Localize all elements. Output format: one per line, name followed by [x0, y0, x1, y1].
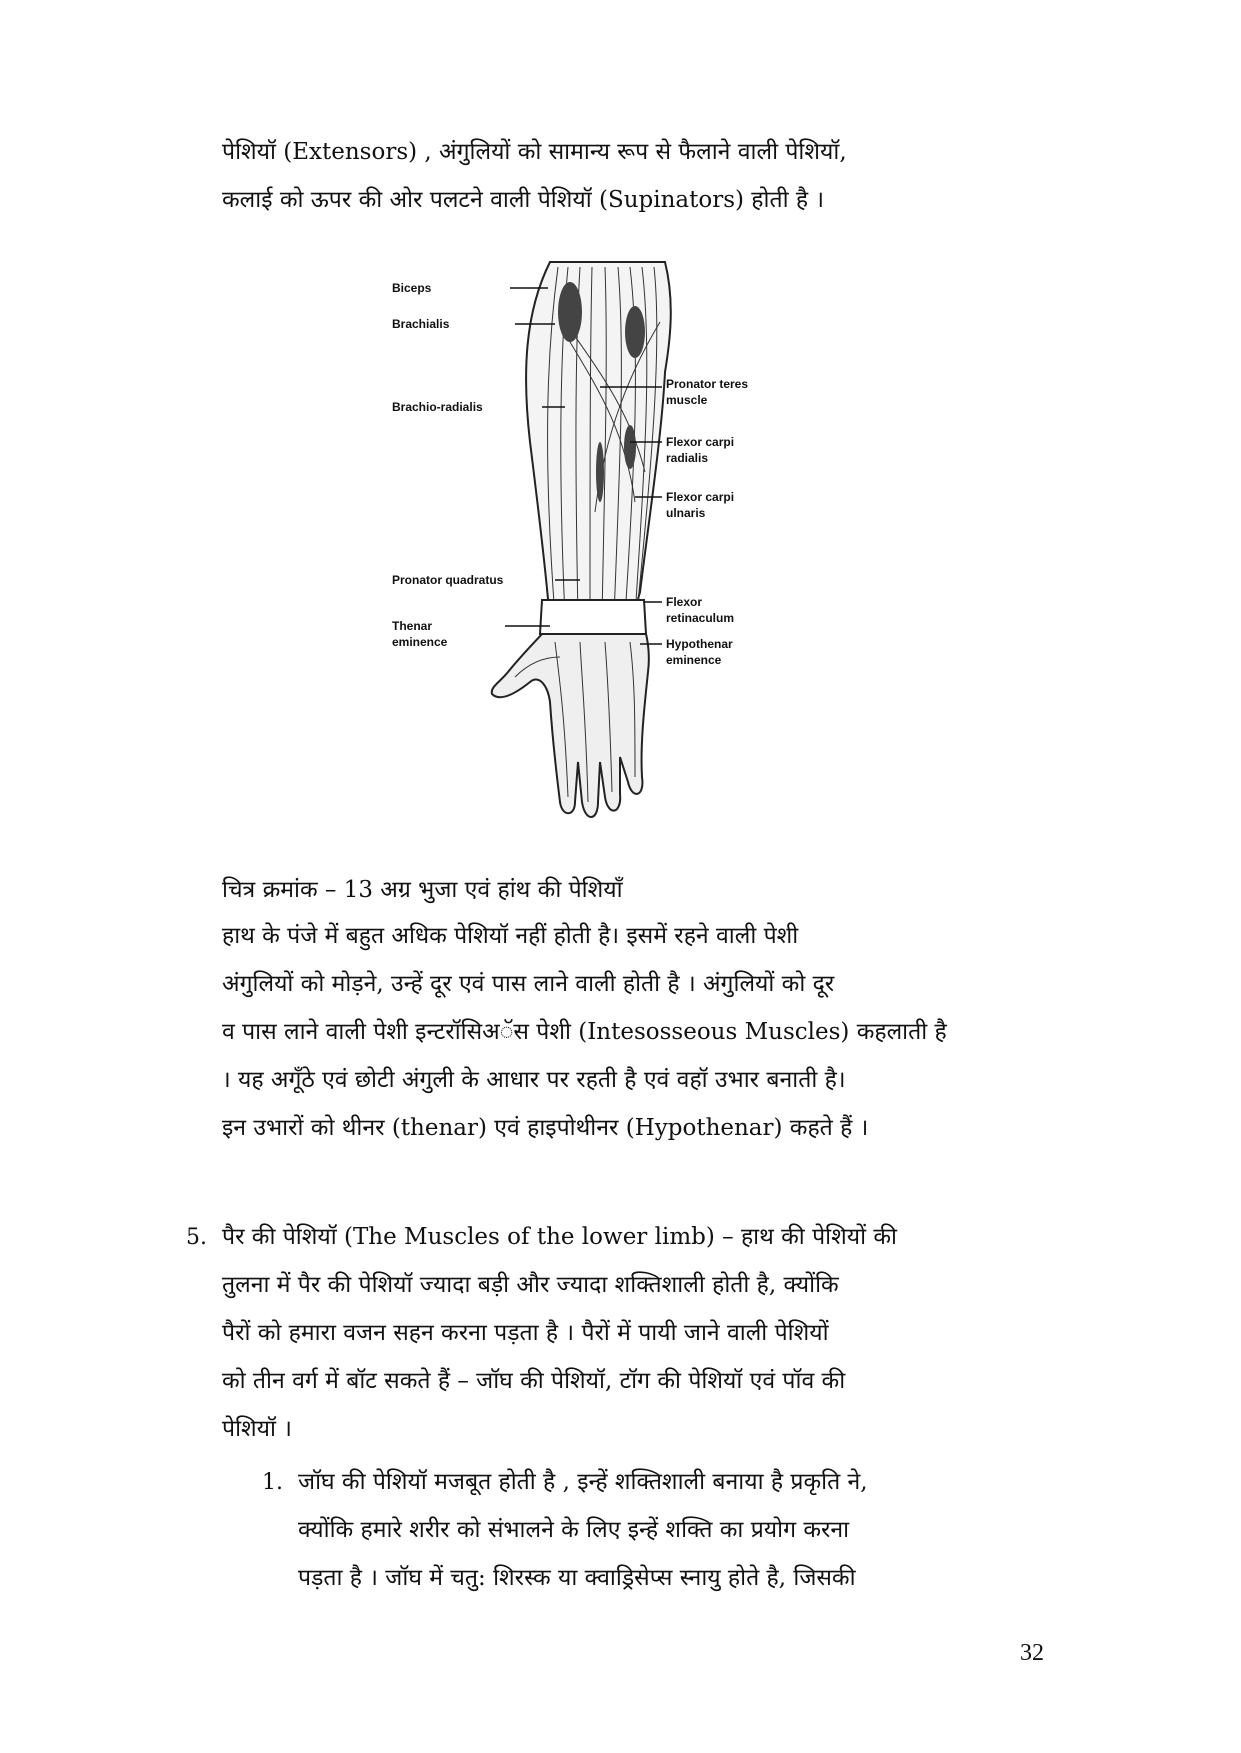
- label-flexor-retinaculum-line2: retinaculum: [666, 611, 735, 625]
- text-line: हाथ के पंजे में बहुत अधिक पेशियॉ नहीं होती है। इसमें रहने वाली पेशी: [222, 923, 799, 949]
- label-pronator-teres: Pronator teres: [666, 377, 749, 391]
- page-number: 32: [1020, 1640, 1044, 1666]
- label-flexor-carpi-radialis-line2: radialis: [666, 451, 709, 465]
- text-line: पड़ता है । जॉघ में चतु: शिरस्क या क्वाड्रिसेप्स स्नायु होते है, जिसकी: [298, 1565, 856, 1591]
- forearm-muscles-figure: [392, 262, 830, 862]
- text-line: । यह अगूँठे एवं छोटी अंगुली के आधार पर रहती है एवं वहॉ उभार बनाती है।: [222, 1067, 846, 1093]
- text-line: तुलना में पैर की पेशियॉ ज्यादा बड़ी और ज्यादा शक्तिशाली होती है, क्योंकि: [222, 1272, 839, 1298]
- text-line: को तीन वर्ग में बॉट सकते हैं – जॉघ की पेशियॉ, टॉग की पेशियॉ एवं पॉव की: [222, 1368, 846, 1394]
- text-line: जॉघ की पेशियॉ मजबूत होती है , इन्हें शक्तिशाली बनाया है प्रकृति ने,: [298, 1469, 868, 1495]
- label-brachio-radialis: Brachio-radialis: [392, 400, 483, 414]
- section-number: 5.: [186, 1225, 207, 1250]
- intro-paragraph: [222, 128, 1052, 224]
- figure-caption: चित्र क्रमांक – 13 अग्र भुजा एवं हांथ की पेशियॉं: [222, 877, 623, 903]
- text-line: पेशियॉ (Extensors) , अंगुलियों को सामान्य रूप से फैलाने वाली पेशियॉ,: [222, 139, 847, 165]
- forearm-illustration: [392, 262, 830, 862]
- text-line: कलाई को ऊपर की ओर पलटने वाली पेशियॉ (Supinators) होती है ।: [222, 187, 825, 213]
- label-flexor-carpi-ulnaris: Flexor carpi: [666, 490, 735, 504]
- text-line: पैरों को हमारा वजन सहन करना पड़ता है । पैरों में पायी जाने वाली पेशियों: [222, 1320, 829, 1346]
- label-thenar-eminence-line2: eminence: [392, 635, 448, 649]
- label-biceps: Biceps: [392, 281, 432, 295]
- text-line: क्योंकि हमारे शरीर को संभालने के लिए इन्हें शक्ति का प्रयोग करना: [298, 1517, 850, 1543]
- label-hypothenar-eminence: Hypothenar: [666, 637, 733, 651]
- text-line: पैर की पेशियॉ (The Muscles of the lower limb) – हाथ की पेशियों की: [222, 1224, 897, 1250]
- label-brachialis: Brachialis: [392, 317, 450, 331]
- text-line: इन उभारों को थीनर (thenar) एवं हाइपोथीनर (Hypothenar) कहते हैं ।: [222, 1115, 869, 1141]
- list-item-number: 1.: [262, 1470, 283, 1495]
- label-flexor-retinaculum: Flexor: [666, 595, 703, 609]
- label-flexor-carpi-radialis: Flexor carpi: [666, 435, 735, 449]
- text-line: व पास लाने वाली पेशी इन्टरॉसिअॅस पेशी (Intesosseous Muscles) कहलाती है: [222, 1019, 947, 1045]
- lower-limb-paragraph: [222, 1213, 1052, 1453]
- hand-muscles-paragraph: [222, 912, 1052, 1152]
- label-hypothenar-eminence-line2: eminence: [666, 653, 722, 667]
- text-line: अंगुलियों को मोड़ने, उन्हें दूर एवं पास लाने वाली होती है । अंगुलियों को दूर: [222, 971, 835, 997]
- label-flexor-carpi-ulnaris-line2: ulnaris: [666, 506, 706, 520]
- label-pronator-quadratus: Pronator quadratus: [392, 573, 504, 587]
- text-line: पेशियॉ ।: [222, 1416, 292, 1442]
- thigh-muscles-item: [298, 1458, 1052, 1602]
- label-thenar-eminence: Thenar: [392, 619, 433, 633]
- label-pronator-teres-line2: muscle: [666, 393, 708, 407]
